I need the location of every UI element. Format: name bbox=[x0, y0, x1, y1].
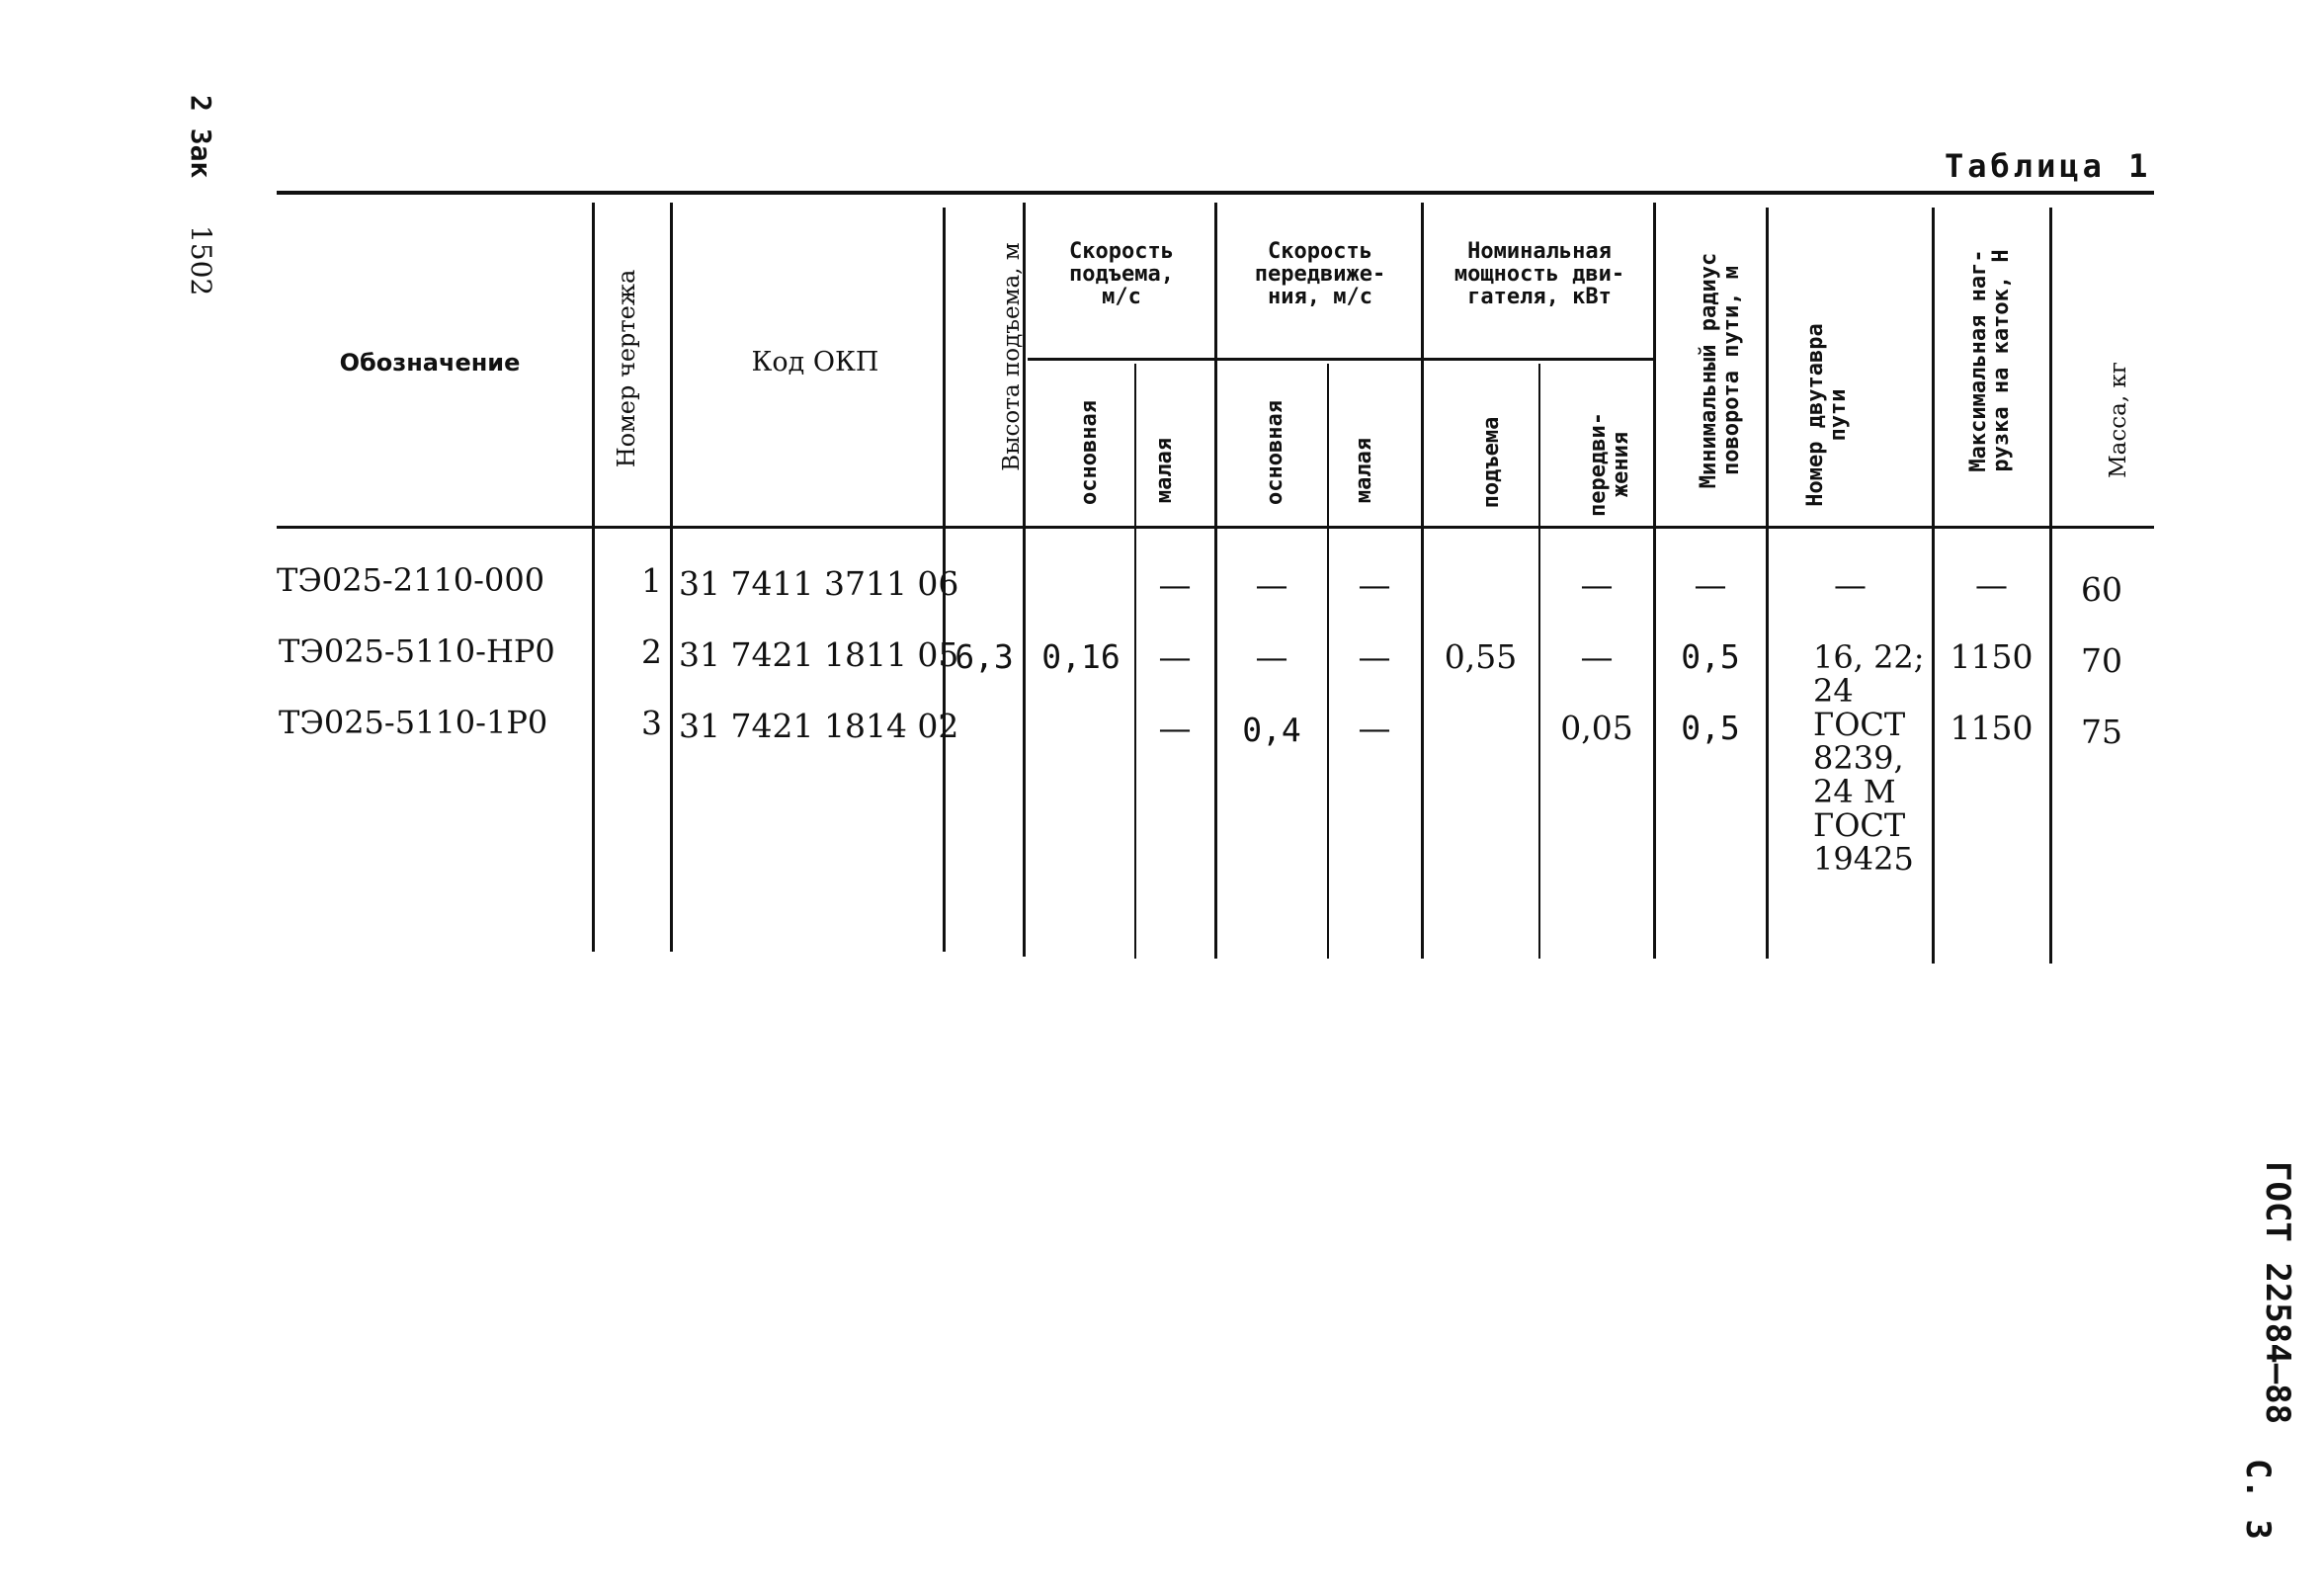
header-lift-speed-line3: м/с bbox=[1102, 285, 1141, 310]
row3-load: 1150 bbox=[1950, 709, 2034, 747]
row2-radius: 0,5 bbox=[1681, 637, 1740, 676]
col-rule-8 bbox=[1421, 203, 1424, 959]
header-motor-travel-line1: передви- bbox=[1586, 412, 1611, 517]
row2-travel-low: — bbox=[1358, 637, 1391, 676]
row3-mass: 75 bbox=[2081, 713, 2122, 751]
row1-ibeam: — bbox=[1834, 565, 1867, 604]
col-rule-2 bbox=[670, 203, 673, 952]
header-travel-speed-line1: Скорость bbox=[1268, 239, 1372, 264]
header-lift-speed-line2: подъема, bbox=[1069, 262, 1174, 288]
lift-height-value: 6,3 bbox=[954, 637, 1014, 676]
header-okp-code: Код ОКП bbox=[751, 347, 879, 378]
header-lift-speed-main: основная bbox=[1077, 400, 1102, 505]
row2-power-lift: 0,55 bbox=[1444, 637, 1518, 676]
header-travel-speed-line3: ния, м/с bbox=[1268, 285, 1372, 310]
header-mass: Масса, кг bbox=[2106, 362, 2131, 478]
header-travel-speed-low: малая bbox=[1352, 437, 1376, 504]
header-min-radius-line1: Минимальный радиус bbox=[1697, 252, 1721, 489]
row1-mass: 60 bbox=[2081, 570, 2122, 609]
running-head-standard bbox=[2258, 1161, 2297, 1487]
table-top-rule bbox=[277, 191, 2154, 195]
row2-designation: ТЭ025-5110-НР0 bbox=[279, 632, 555, 670]
travel-speed-subrule bbox=[1217, 358, 1421, 361]
ibeam-line-7: 19425 bbox=[1813, 840, 1914, 878]
row1-radius: — bbox=[1694, 565, 1727, 604]
header-motor-travel bbox=[1587, 400, 1636, 529]
row1-load: — bbox=[1975, 565, 2008, 604]
header-travel-speed-line2: передвиже- bbox=[1254, 262, 1386, 288]
page-number: С. 3 bbox=[2238, 1459, 2278, 1540]
ibeam-line-2: 24 bbox=[1813, 672, 1854, 710]
header-designation: Обозначение bbox=[339, 349, 521, 377]
standard-code: ГОСТ 22584—88 bbox=[2258, 1161, 2297, 1425]
row1-designation: ТЭ025-2110-000 bbox=[277, 561, 545, 599]
row3-okp: 31 7421 1814 02 bbox=[679, 707, 959, 745]
row1-travel-main: — bbox=[1255, 565, 1288, 604]
row2-okp: 31 7421 1811 05 bbox=[679, 635, 959, 674]
side-order-number-text: 1502 bbox=[185, 225, 217, 296]
row3-travel-main: 0,4 bbox=[1242, 711, 1301, 749]
header-motor-power-line3: гателя, кВт bbox=[1467, 285, 1612, 310]
header-ibeam-line1: Номер двутавра bbox=[1803, 323, 1828, 507]
row3-designation: ТЭ025-5110-1Р0 bbox=[279, 704, 548, 741]
table-label: Таблица 1 bbox=[1945, 147, 2152, 185]
header-drawing-number: Номер чертежа bbox=[613, 269, 640, 468]
header-lift-speed bbox=[1028, 240, 1215, 308]
ibeam-value bbox=[1813, 640, 1930, 876]
header-motor-power-line2: мощность дви- bbox=[1453, 262, 1625, 288]
header-motor-power bbox=[1426, 240, 1653, 308]
col-rule-1 bbox=[592, 203, 595, 952]
side-order-label: 2 Зак bbox=[185, 95, 217, 179]
row2-power-travel: — bbox=[1580, 637, 1614, 676]
row3-travel-low: — bbox=[1358, 709, 1391, 747]
row1-travel-low: — bbox=[1358, 565, 1391, 604]
header-motor-travel-line2: жения bbox=[1609, 431, 1634, 498]
header-lift-height: Высота подъема, м bbox=[999, 242, 1025, 471]
side-order-number bbox=[185, 225, 217, 314]
col-rule-9 bbox=[1538, 364, 1540, 959]
lift-speed-subrule bbox=[1028, 358, 1215, 361]
header-motor-power-line1: Номинальная bbox=[1467, 239, 1612, 264]
row2-travel-main: — bbox=[1255, 637, 1288, 676]
header-min-radius-line2: поворота пути, м bbox=[1719, 266, 1745, 475]
row2-lift-main: 0,16 bbox=[1041, 637, 1120, 676]
ibeam-line-4: 8239, bbox=[1813, 739, 1904, 777]
header-ibeam bbox=[1804, 306, 1854, 524]
row1-power-travel: — bbox=[1580, 565, 1614, 604]
header-max-load-line1: Максимальная наг- bbox=[1966, 249, 1991, 472]
ibeam-line-6: ГОСТ bbox=[1813, 806, 1906, 844]
header-lift-speed-line1: Скорость bbox=[1069, 239, 1174, 264]
header-lift-speed-low: малая bbox=[1152, 437, 1177, 504]
ibeam-line-1: 16, 22; bbox=[1813, 638, 1925, 676]
header-travel-speed bbox=[1219, 240, 1421, 308]
row3-lift-low: — bbox=[1158, 709, 1192, 747]
header-max-load bbox=[1967, 222, 2017, 499]
row1-okp: 31 7411 3711 06 bbox=[679, 564, 959, 603]
header-travel-speed-main: основная bbox=[1263, 400, 1287, 505]
side-order-note bbox=[185, 95, 217, 204]
row3-drawing: 3 bbox=[641, 704, 662, 742]
row2-drawing: 2 bbox=[641, 632, 662, 671]
row3-radius: 0,5 bbox=[1681, 709, 1740, 747]
motor-power-subrule bbox=[1424, 358, 1653, 361]
header-motor-lift: подъема bbox=[1479, 416, 1504, 509]
header-ibeam-line2: пути bbox=[1826, 388, 1852, 442]
header-max-load-line2: рузка на каток, Н bbox=[1989, 249, 2015, 472]
row2-mass: 70 bbox=[2081, 641, 2122, 680]
ibeam-line-5: 24 М bbox=[1813, 773, 1896, 810]
ibeam-line-3: ГОСТ bbox=[1813, 706, 1906, 743]
row1-lift-low: — bbox=[1158, 565, 1192, 604]
row2-load: 1150 bbox=[1950, 637, 2034, 676]
header-min-radius bbox=[1698, 212, 1747, 529]
row3-power-travel: 0,05 bbox=[1560, 709, 1633, 747]
row2-lift-low: — bbox=[1158, 637, 1192, 676]
row1-drawing: 1 bbox=[641, 561, 662, 600]
running-head-page bbox=[2238, 1459, 2278, 1577]
